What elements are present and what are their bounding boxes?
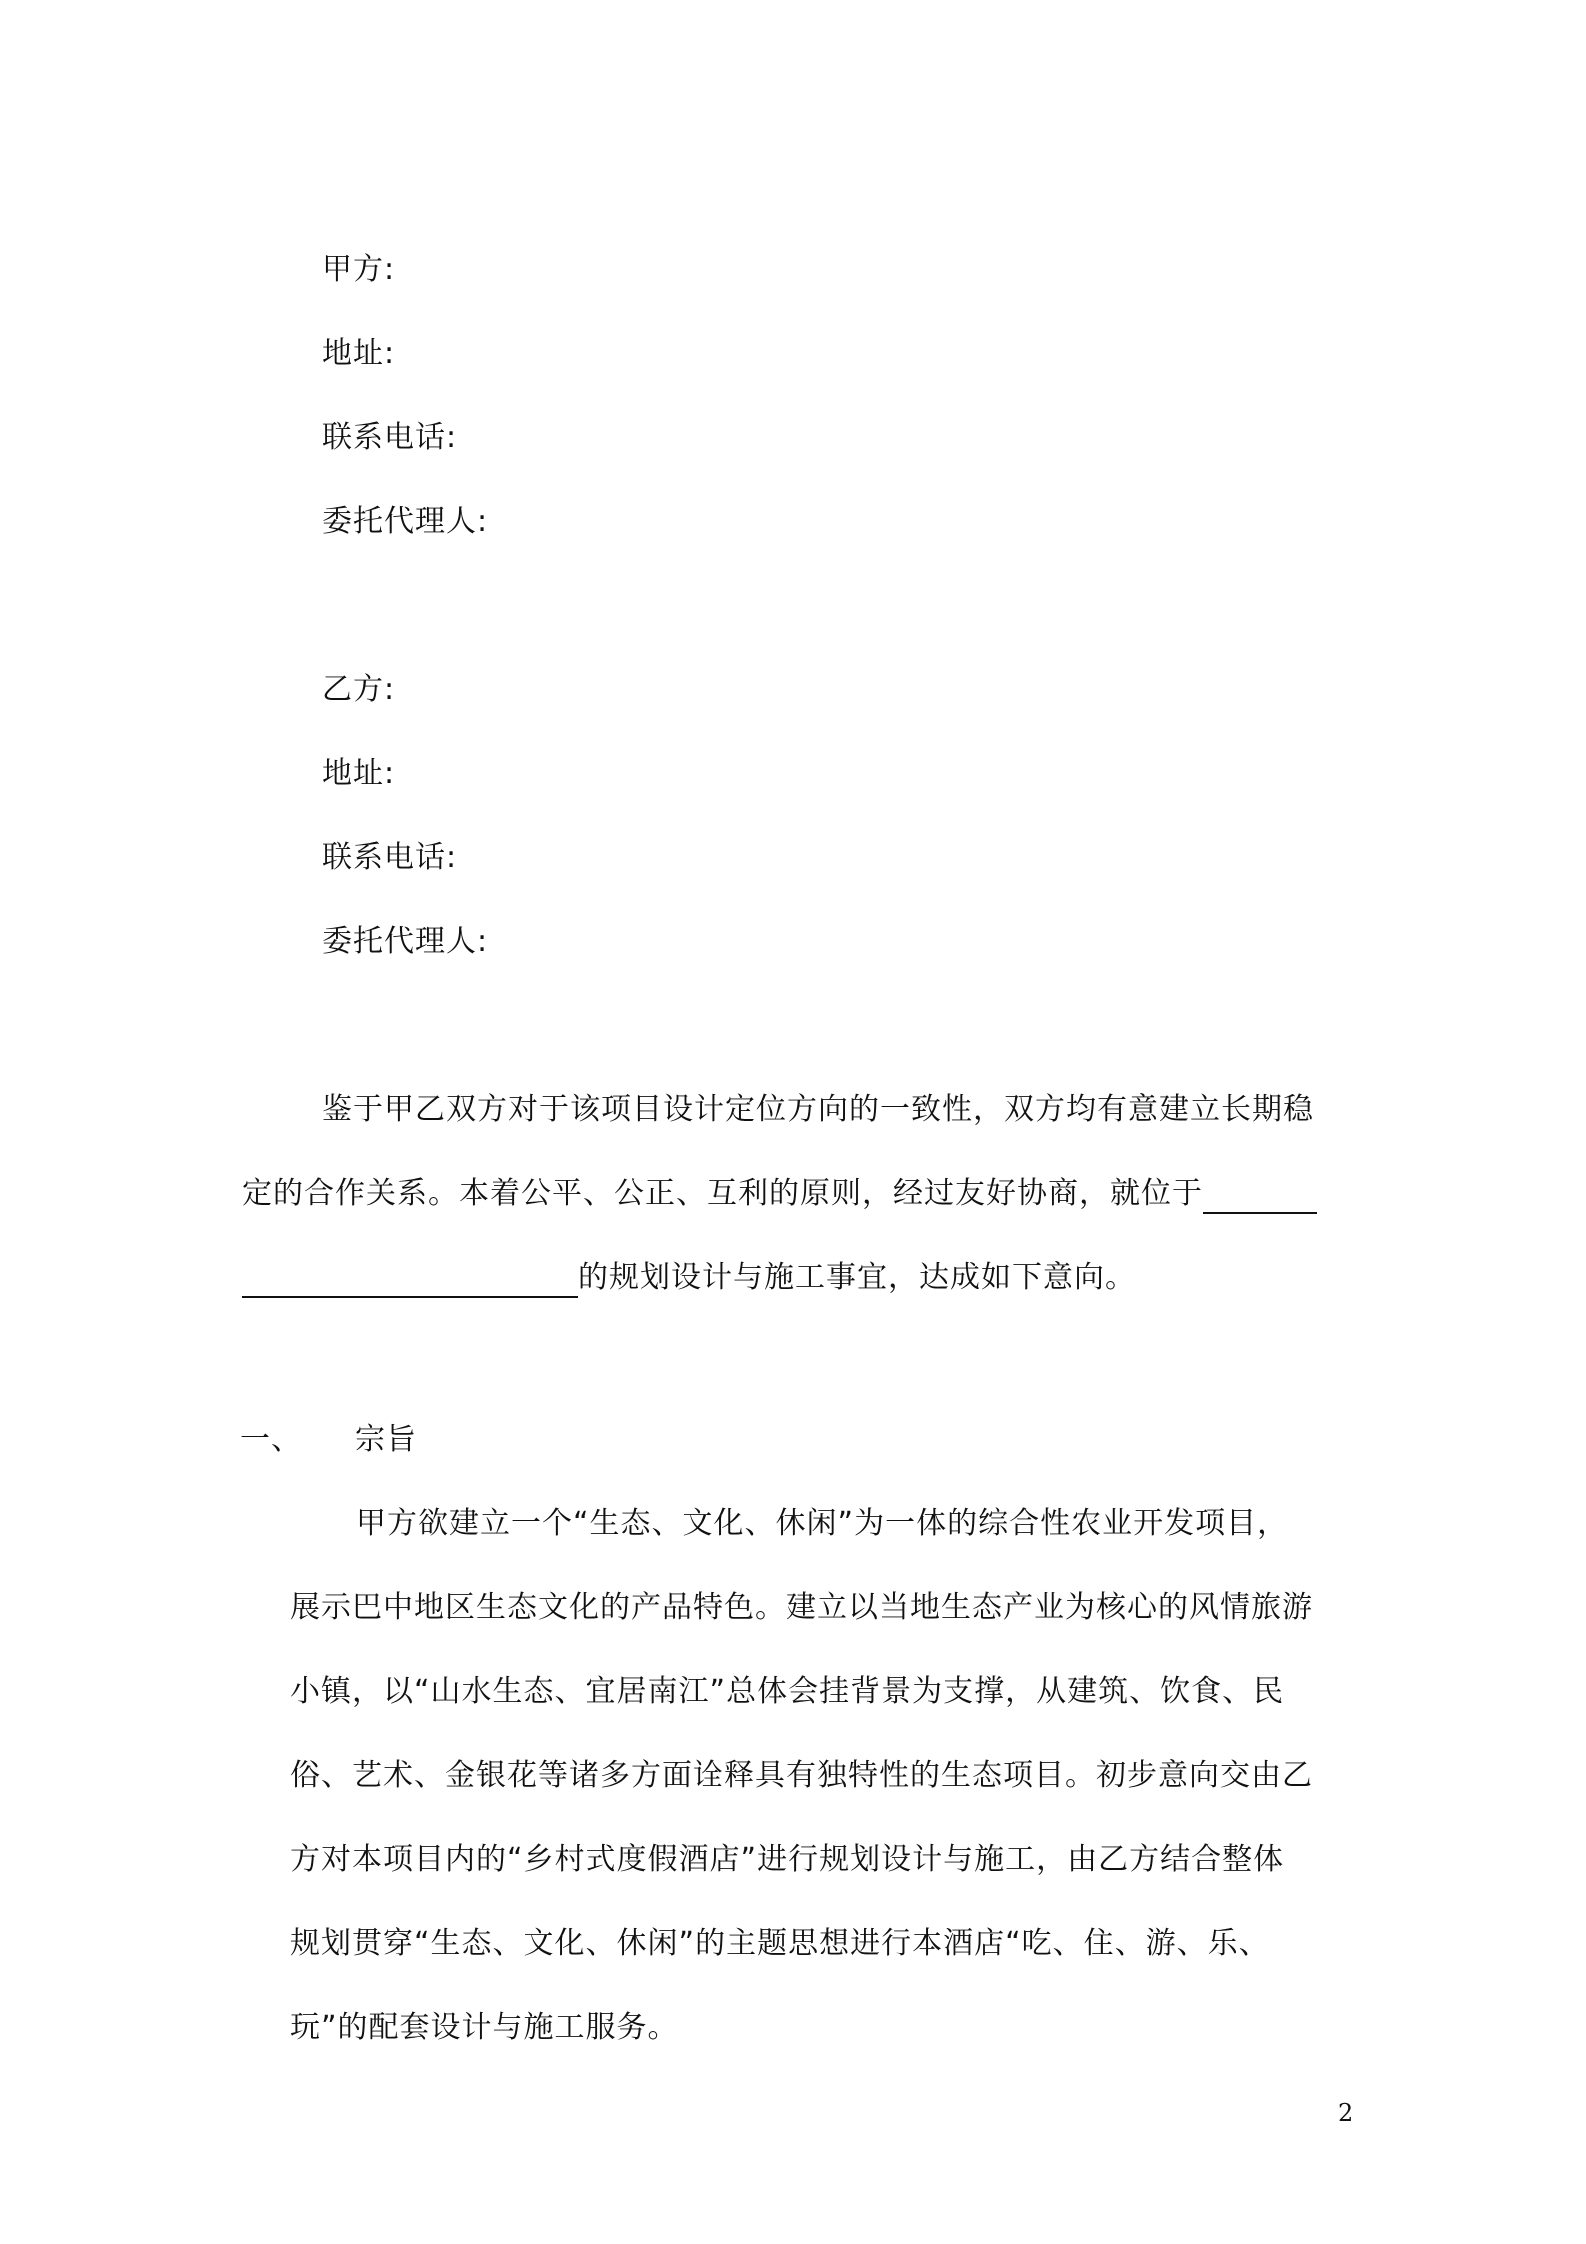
section-1-line-1: 甲方欲建立一个“生态、文化、休闲”为一体的综合性农业开发项目， [356, 1506, 1289, 1541]
section-1-line-7: 玩”的配套设计与施工服务。 [290, 2010, 679, 2045]
party-a-title: 甲方: [322, 252, 396, 287]
party-b-phone-label: 联系电话: [322, 840, 458, 875]
section-1-line-6: 规划贯穿“生态、文化、休闲”的主题思想进行本酒店“吃、住、游、乐、 [290, 1926, 1270, 1961]
intro-line-3-text: 的规划设计与施工事宜，达成如下意向。 [578, 1260, 1136, 1295]
party-a-address-label: 地址: [322, 336, 396, 371]
section-1-title: 宗旨 [355, 1422, 417, 1457]
party-a-phone-label: 联系电话: [322, 420, 458, 455]
section-1-number: 一、 [240, 1422, 302, 1457]
party-b-address-label: 地址: [322, 756, 396, 791]
party-a-agent-label: 委托代理人: [322, 504, 489, 539]
intro-line-1: 鉴于甲乙双方对于该项目设计定位方向的一致性，双方均有意建立长期稳 [322, 1092, 1314, 1127]
intro-line-2 [242, 1174, 1317, 1214]
party-b-title: 乙方: [322, 672, 396, 707]
section-1-line-2: 展示巴中地区生态文化的产品特色。建立以当地生态产业为核心的风情旅游 [290, 1590, 1313, 1625]
location-blank-2 [242, 1264, 578, 1298]
party-b-agent-label: 委托代理人: [322, 924, 489, 959]
page-number: 2 [1338, 2099, 1354, 2127]
section-1-line-3: 小镇，以“山水生态、宜居南江”总体会挂背景为支撑，从建筑、饮食、民 [290, 1674, 1285, 1709]
location-blank-1 [1203, 1180, 1317, 1214]
section-1-line-5: 方对本项目内的“乡村式度假酒店”进行规划设计与施工，由乙方结合整体 [290, 1842, 1285, 1877]
intro-line-2-text: 定的合作关系。本着公平、公正、互利的原则，经过友好协商，就位于 [242, 1176, 1203, 1211]
intro-line-3 [242, 1258, 1136, 1298]
section-1-line-4: 俗、艺术、金银花等诸多方面诠释具有独特性的生态项目。初步意向交由乙 [290, 1758, 1313, 1793]
